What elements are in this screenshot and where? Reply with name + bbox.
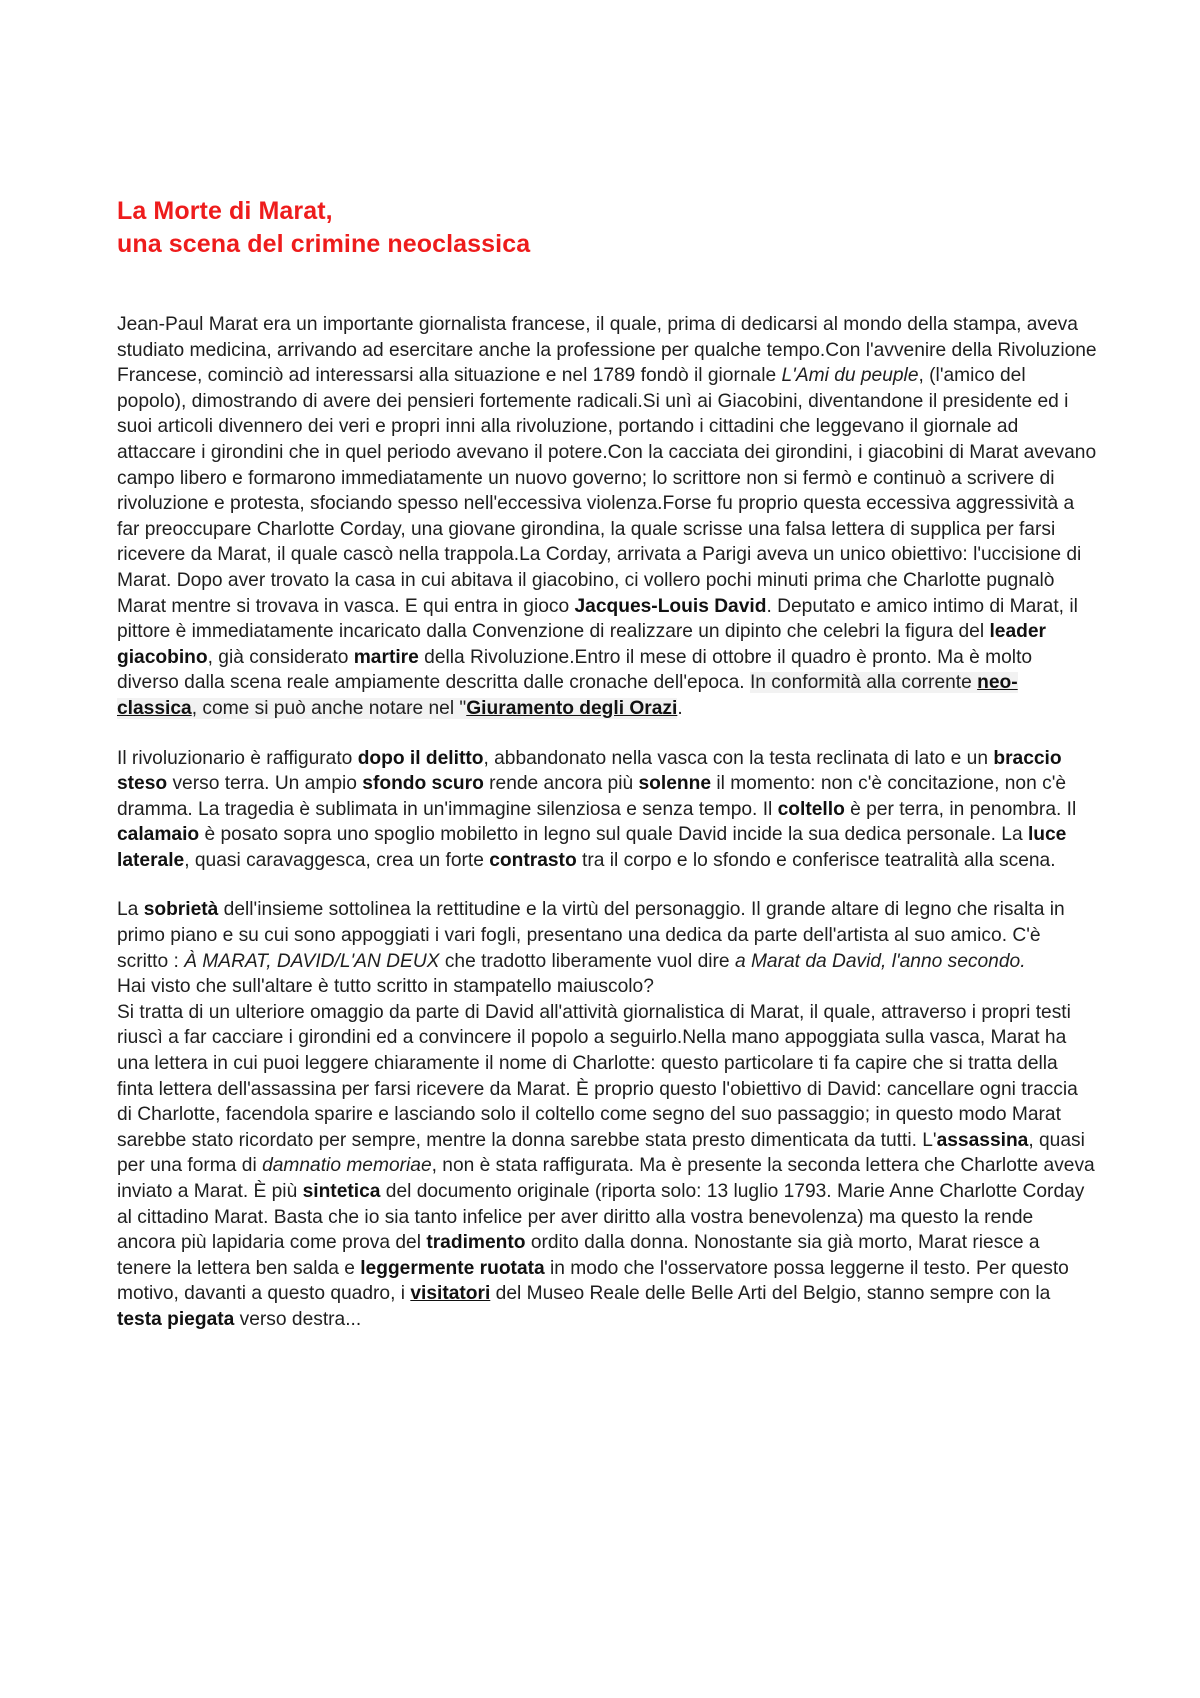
italic-text: damnatio memoriae <box>262 1155 432 1177</box>
text-run: La <box>117 899 144 921</box>
text-run: del Museo Reale delle Belle Arti del Belgio, stanno sempre con la <box>490 1283 1051 1305</box>
text-run: ordito dalla donna. Nonostante sia già morto, Marat riesce a tenere la lettera ben salda e <box>117 1232 1040 1279</box>
bold-text: testa piegata <box>117 1308 235 1330</box>
paragraph-1 <box>117 312 1097 722</box>
italic-text: L'Ami du peuple <box>781 365 919 387</box>
text-run: , quasi caravaggesca, crea un forte <box>184 849 490 871</box>
text-run: , quasi per una forma di <box>117 1129 1085 1177</box>
text-run: , abbandonato nella vasca con la testa reclinata di lato e un <box>483 747 994 769</box>
bold-text: contrasto <box>489 849 577 871</box>
text-run: , come si può anche notare nel " <box>191 697 467 719</box>
bold-text: martire <box>353 646 419 668</box>
link-visitatori[interactable]: visitatori <box>410 1283 491 1305</box>
text-run: verso terra. Un ampio <box>167 773 363 795</box>
text-run: , non è stata raffigurata. Ma è presente la seconda lettera che Charlotte aveva inviato a Marat. È più <box>117 1155 1095 1202</box>
text-run: in modo che l'osservatore possa leggerne il testo. Per questo motivo, davanti a questo quadro, i <box>117 1257 1069 1305</box>
text-run: . Deputato e amico intimo di Marat, il pittore è immediatamente incaricato dalla Convenzione di realizzare un dipinto che celebri la figura del <box>117 595 1078 643</box>
bold-text: braccio steso <box>117 747 1062 795</box>
bold-text: sintetica <box>302 1181 381 1202</box>
text-run: rende ancora più <box>483 773 639 795</box>
bold-text: dopo il delitto <box>357 747 484 769</box>
text-run: . <box>677 697 683 719</box>
paragraph-2 <box>117 746 1097 874</box>
text-run: , già considerato <box>207 646 354 668</box>
article-body <box>117 312 1097 1333</box>
text-run: Si tratta di un ulteriore omaggio da parte di David all'attività giornalistica di Marat, il quale, attraverso i propri testi riuscì a far cacciare i girondini ed a convincere il popolo a seguirlo.Nella mano appoggiata sulla vasca, Marat ha una lettera in cui puoi leggere chiaramente il nome di Charlotte: questo particolare ti fa capire che si tratta della finta lettera dell'assassina per farsi ricevere da Marat. È proprio questo l'obiettivo di David: cancellare ogni traccia di Charlotte, facendola sparire e lasciando solo il coltello come segno del suo passaggio; in questo modo Marat sarebbe stato ricordato per sempre, mentre la donna sarebbe stata presto dimenticata da tutti. L' <box>117 1001 1078 1151</box>
title-line-1: La Morte di Marat, <box>117 197 333 225</box>
bold-text: calamaio <box>117 824 200 846</box>
bold-text: leader giacobino <box>117 621 1046 668</box>
bold-text: tradimento <box>426 1232 526 1254</box>
text-run: è posato sopra uno spoglio mobiletto in legno sul quale David incide la sua dedica personale. La <box>199 824 1028 846</box>
paragraph-3-question: Hai visto che sull'altare è tutto scritto in stampatello maiuscolo? <box>117 976 654 998</box>
page-title <box>117 195 530 261</box>
text-run: Il rivoluzionario è raffigurato <box>117 747 358 769</box>
text-run: , (l'amico del popolo), dimostrando di avere dei pensieri fortemente radicali.Si unì ai Giacobini, diventandone il presidente ed i suoi articoli divennero dei veri e propri inni alla rivoluzione, portando i cittadini che leggevano il giornale ad attaccare i girondini che in quel periodo avevano il potere.Con la cacciata dei girondini, i giacobini di Marat avevano campo libero e formarono immediatamente un nuovo governo; lo scrittore non si fermò e continuò a scrivere di rivoluzione e protesta, sfociando spesso nell'eccessiva violenza.Forse fu proprio questa eccessiva aggressività a far preoccupare Charlotte Corday, una giovane girondina, la quale scrisse una falsa lettera di supplica per farsi ricevere da Marat, il quale cascò nella trappola.La Corday, arrivata a Parigi aveva un unico obiettivo: l'uccisione di Marat. Dopo aver trovato la casa in cui abitava il giacobino, ci vollero pochi minuti prima che Charlotte pugnalò Marat mentre si trovava in vasca. E qui entra in gioco <box>117 365 1097 617</box>
bold-text: coltello <box>777 798 845 820</box>
text-run: verso destra... <box>234 1308 362 1330</box>
paragraph-3-continued <box>117 1000 1097 1333</box>
text-run: della Rivoluzione.Entro il mese di ottobre il quadro è pronto. Ma è molto diverso dalla scena reale ampiamente descritta dalle cronache dell'epoca. <box>117 646 1033 694</box>
bold-text: solenne <box>638 773 711 795</box>
bold-text: sobrietà <box>143 899 219 921</box>
text-run: il momento: non c'è concitazione, non c'è dramma. La tragedia è sublimata in un'immagine silenziosa e senza tempo. Il <box>117 773 1067 820</box>
bold-text: Jacques-Louis David <box>574 595 767 617</box>
bold-text: assassina <box>936 1129 1029 1151</box>
italic-text: À MARAT, DAVID/L'AN DEUX <box>184 950 440 972</box>
text-run: dell'insieme sottolinea la rettitudine e la virtù del personaggio. Il grande altare di legno che risalta in primo piano e su cui sono appoggiati i vari fogli, presentano una dedica da parte dell'artista al suo amico. C'è scritto : <box>117 899 1065 972</box>
text-run: In conformità alla corrente <box>749 672 978 694</box>
text-run: che tradotto liberamente vuol dire <box>439 950 735 972</box>
bold-text: leggermente ruotata <box>360 1257 545 1279</box>
text-run: tra il corpo e lo sfondo e conferisce teatralità alla scena. <box>576 849 1056 871</box>
italic-text: a Marat da David, l'anno secondo. <box>734 950 1026 972</box>
title-line-2: una scena del crimine neoclassica <box>117 230 531 258</box>
link-giuramento-degli-orazi[interactable]: Giuramento degli Orazi <box>466 697 678 719</box>
bold-text: luce laterale <box>117 824 1067 871</box>
text-run: del documento originale (riporta solo: 13 luglio 1793. Marie Anne Charlotte Corday al cittadino Marat. Basta che io sia tanto infelice per aver diritto alla vostra benevolenza) ma questo la rende ancora più lapidaria come prova del <box>117 1181 1085 1254</box>
text-run: è per terra, in penombra. Il <box>844 798 1077 820</box>
text-run: Jean-Paul Marat era un importante giornalista francese, il quale, prima di dedicarsi al mondo della stampa, aveva studiato medicina, arrivando ad esercitare anche la professione per qualche tempo.Con l'avvenire della Rivoluzione Francese, cominciò ad interessarsi alla situazione e nel 1789 fondò il giornale <box>117 314 1097 387</box>
paragraph-3 <box>117 897 1097 974</box>
link-neo-classica[interactable]: neo-classica <box>117 672 1018 719</box>
bold-text: sfondo scuro <box>362 773 484 795</box>
